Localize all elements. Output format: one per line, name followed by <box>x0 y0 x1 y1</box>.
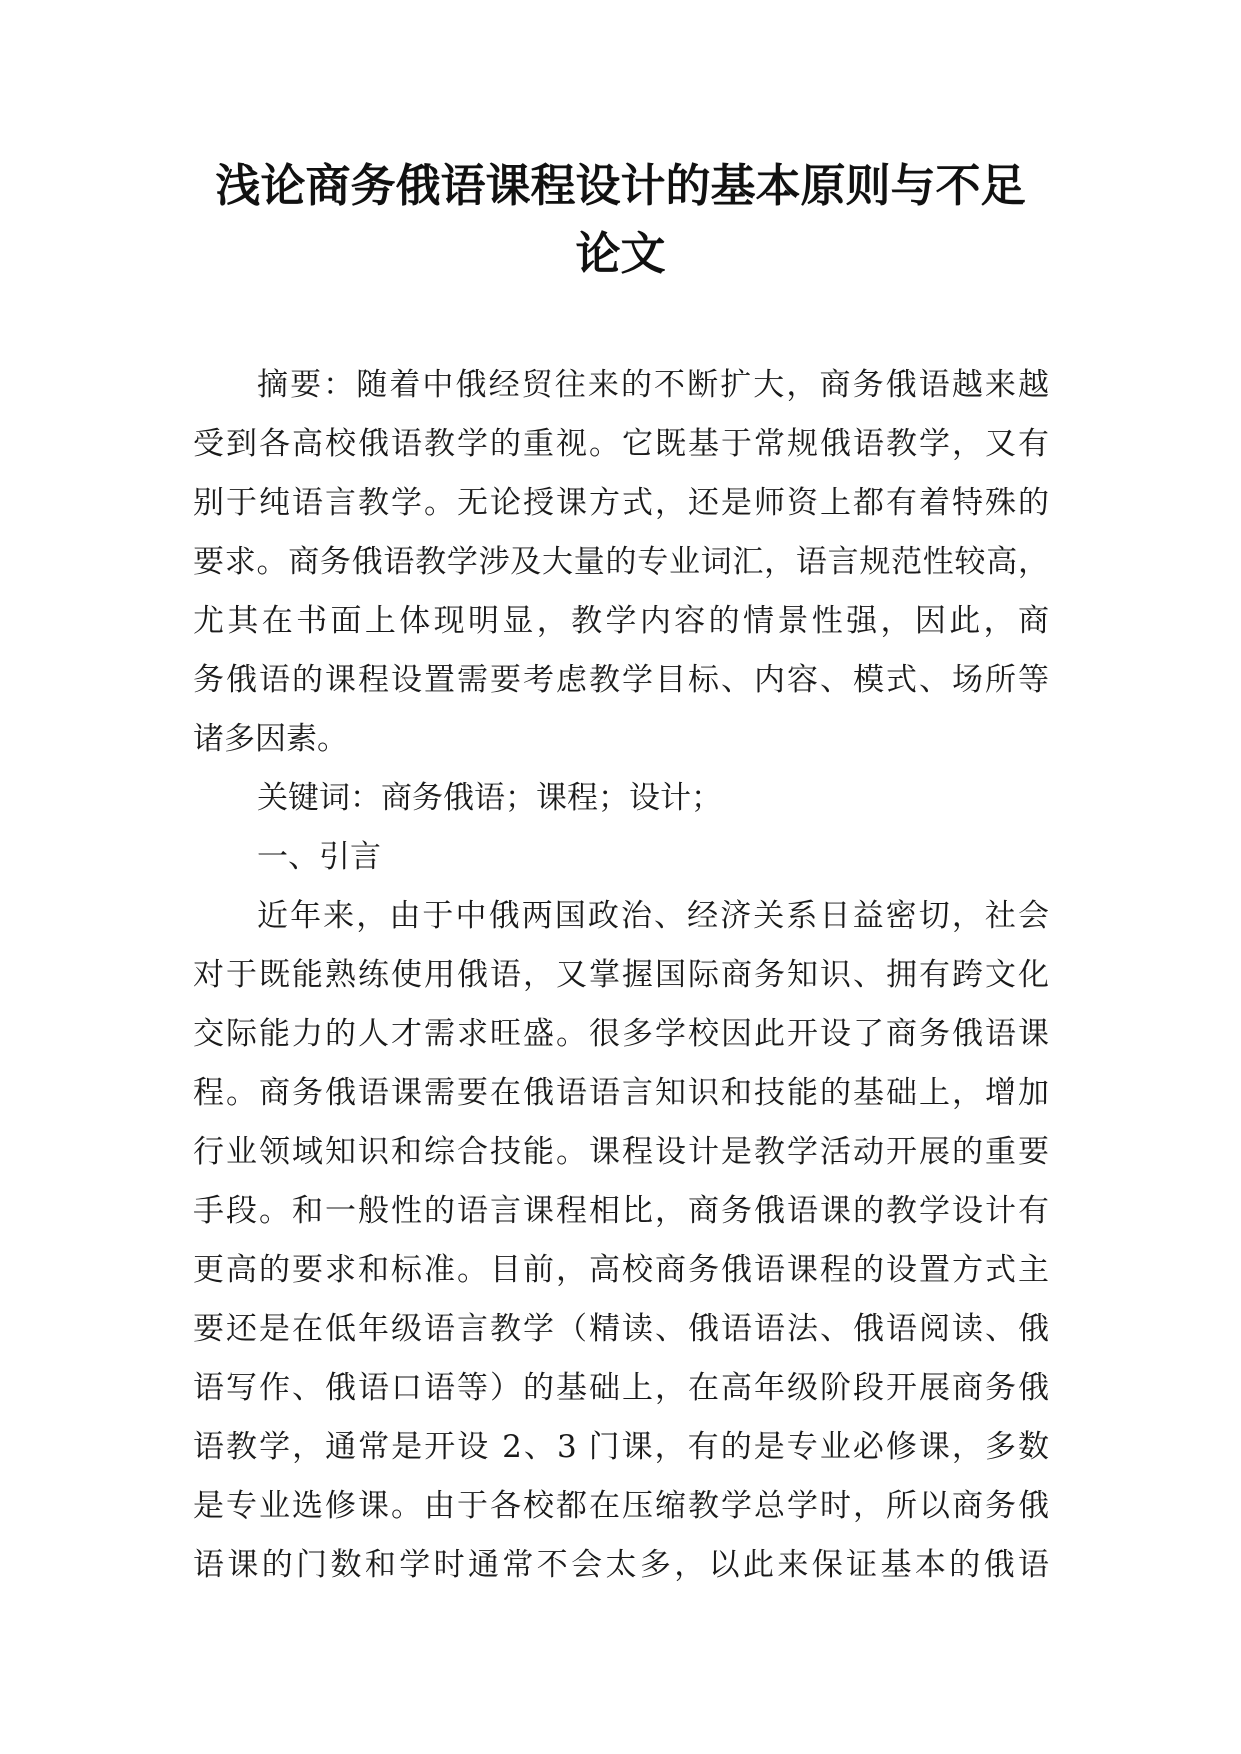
paragraph-line: 对于既能熟练使用俄语，又掌握国际商务知识、拥有跨文化 <box>193 957 1049 993</box>
section-heading: 一、引言 <box>257 839 381 875</box>
abstract-line: 别于纯语言教学。无论授课方式，还是师资上都有着特殊的 <box>193 485 1049 521</box>
keywords-line: 关键词：商务俄语；课程；设计； <box>257 780 722 816</box>
document-title <box>150 152 1091 288</box>
paragraph-line: 程。商务俄语课需要在俄语语言知识和技能的基础上，增加 <box>193 1075 1049 1111</box>
paragraph-line: 手段。和一般性的语言课程相比，商务俄语课的教学设计有 <box>193 1193 1049 1229</box>
paragraph-line: 语课的门数和学时通常不会太多，以此来保证基本的俄语 <box>193 1547 1049 1583</box>
abstract-line: 受到各高校俄语教学的重视。它既基于常规俄语教学，又有 <box>193 426 1049 462</box>
abstract-line: 摘要：随着中俄经贸往来的不断扩大，商务俄语越来越 <box>257 367 1049 403</box>
paragraph-line: 更高的要求和标准。目前，高校商务俄语课程的设置方式主 <box>193 1252 1049 1288</box>
paragraph-line: 近年来，由于中俄两国政治、经济关系日益密切，社会 <box>257 898 1049 934</box>
paragraph-line: 语教学，通常是开设 2、3 门课，有的是专业必修课，多数 <box>193 1429 1049 1465</box>
abstract-line: 要求。商务俄语教学涉及大量的专业词汇，语言规范性较高， <box>193 544 1049 580</box>
paragraph-line: 行业领域知识和综合技能。课程设计是教学活动开展的重要 <box>193 1134 1049 1170</box>
paragraph-line: 交际能力的人才需求旺盛。很多学校因此开设了商务俄语课 <box>193 1016 1049 1052</box>
abstract-line: 诸多因素。 <box>193 721 348 757</box>
title-line-1: 浅论商务俄语课程设计的基本原则与不足 <box>215 159 1026 212</box>
paragraph-line: 是专业选修课。由于各校都在压缩教学总学时，所以商务俄 <box>193 1488 1049 1524</box>
document-body <box>193 356 1049 1595</box>
abstract-line: 务俄语的课程设置需要考虑教学目标、内容、模式、场所等 <box>193 662 1049 698</box>
title-line-2: 论文 <box>575 227 666 280</box>
paragraph-line: 语写作、俄语口语等）的基础上，在高年级阶段开展商务俄 <box>193 1370 1049 1406</box>
abstract-line: 尤其在书面上体现明显，教学内容的情景性强，因此，商 <box>193 603 1049 639</box>
paragraph-line: 要还是在低年级语言教学（精读、俄语语法、俄语阅读、俄 <box>193 1311 1049 1347</box>
